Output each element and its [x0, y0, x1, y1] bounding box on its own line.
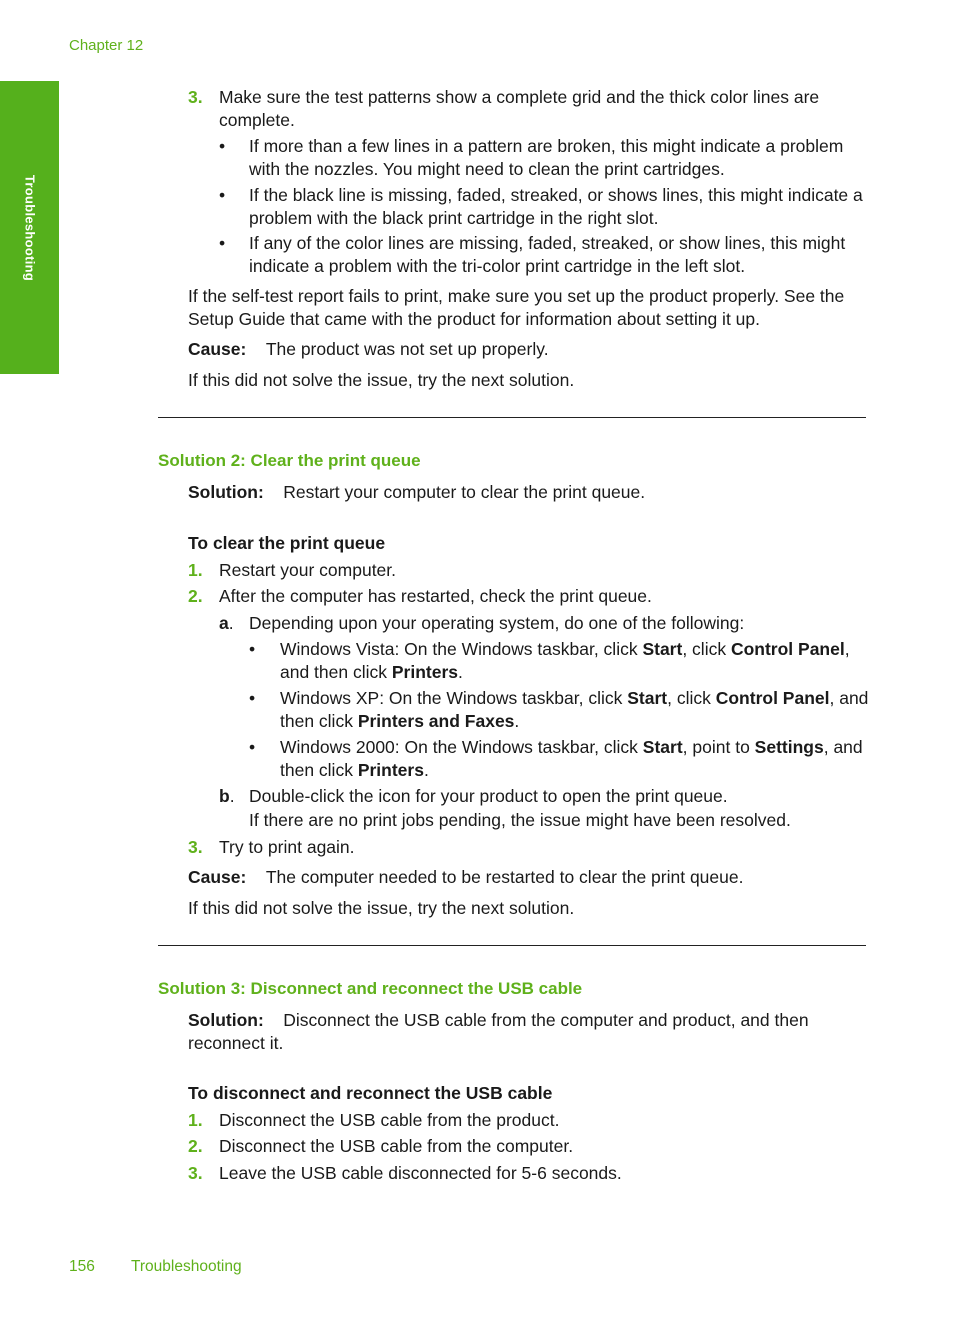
- step-text: Disconnect the USB cable from the computer.: [219, 1136, 574, 1156]
- next-solution-note: If this did not solve the issue, try the next solution.: [188, 370, 575, 390]
- step-number: 3.: [188, 1163, 203, 1183]
- step-number: 2.: [188, 586, 203, 606]
- ui-term: Start: [642, 737, 683, 757]
- procedure-title: To clear the print queue: [188, 533, 386, 553]
- cause-line: [188, 338, 868, 361]
- page-number: 156: [69, 1258, 95, 1275]
- ui-term: Printers: [357, 759, 424, 780]
- text-run: , click: [682, 639, 731, 659]
- substep-note: If there are no print jobs pending, the issue might have been resolved.: [249, 810, 791, 830]
- text-run: .: [514, 710, 520, 731]
- ui-term: Printers and Faxes: [357, 710, 515, 731]
- step-text: After the computer has restarted, check the print queue.: [219, 586, 652, 606]
- text-run: , point to: [682, 737, 755, 757]
- ui-term: Control Panel: [715, 688, 830, 708]
- text-run: Windows 2000: On the Windows taskbar, click: [280, 737, 643, 757]
- text-run: .: [423, 759, 429, 780]
- ui-term: Control Panel: [730, 639, 845, 659]
- substep-text: Depending upon your operating system, do one of the following:: [249, 613, 745, 633]
- text-run: , and then click: [280, 737, 863, 780]
- chapter-label: Chapter 12: [69, 37, 144, 54]
- ui-term: Start: [627, 688, 668, 708]
- substep-text: Double-click the icon for your product to open the print queue.: [249, 786, 728, 806]
- step-text: Leave the USB cable disconnected for 5-6 seconds.: [219, 1163, 622, 1183]
- bullet-marker: •: [249, 737, 256, 757]
- footer-section: Troubleshooting: [131, 1258, 242, 1275]
- step-text: Try to print again.: [219, 837, 355, 857]
- bullet-marker: •: [249, 639, 256, 659]
- solution-label: Solution:: [188, 1010, 264, 1030]
- next-solution-note: If this did not solve the issue, try the next solution.: [188, 898, 575, 918]
- text-run: Windows Vista: On the Windows taskbar, click: [280, 639, 643, 659]
- ui-term: Start: [642, 639, 683, 659]
- solution-line: [188, 481, 868, 504]
- solution-label: Solution:: [188, 482, 264, 502]
- cause-label: Cause:: [188, 339, 247, 359]
- bullet-marker: •: [249, 688, 256, 708]
- bullet-text: If any of the color lines are missing, faded, streaked, or show lines, this might indicate a problem with the tri-color print cartridge in the left slot.: [249, 233, 846, 276]
- section-heading: Solution 3: Disconnect and reconnect the USB cable: [158, 979, 583, 998]
- vista-instruction: [280, 638, 870, 683]
- substep-a: a.: [219, 613, 234, 633]
- solution-text: Disconnect the USB cable from the computer and product, and then reconnect it.: [188, 1010, 809, 1053]
- procedure-title: To disconnect and reconnect the USB cable: [188, 1083, 553, 1103]
- ui-term: Settings: [754, 737, 824, 757]
- text-run: , and then click: [280, 639, 850, 682]
- step-text: Disconnect the USB cable from the product.: [219, 1110, 560, 1130]
- side-tab: [0, 81, 59, 374]
- cause-label: Cause:: [188, 867, 247, 887]
- step-text: Restart your computer.: [219, 560, 397, 580]
- text-run: , and then click: [280, 688, 869, 731]
- cause-text: The product was not set up properly.: [265, 339, 549, 359]
- step-number: 2.: [188, 1136, 203, 1156]
- bullet-marker: •: [219, 185, 226, 205]
- cause-text: The computer needed to be restarted to clear the print queue.: [265, 867, 744, 887]
- section-heading: Solution 2: Clear the print queue: [158, 451, 421, 470]
- section-divider: [158, 945, 866, 946]
- side-tab-label: Troubleshooting: [22, 174, 37, 281]
- bullet-marker: •: [219, 233, 226, 253]
- step-number: 3.: [188, 837, 203, 857]
- bullet-text: If more than a few lines in a pattern are broken, this might indicate a problem with the nozzles. You might need to clean the print cartridges.: [249, 136, 844, 179]
- text-run: , click: [667, 688, 716, 708]
- w2000-instruction: [280, 736, 870, 781]
- bullet-text: If the black line is missing, faded, streaked, or shows lines, this might indicate a problem with the black print cartridge in the right slot.: [249, 185, 863, 228]
- substep-label: a: [219, 613, 229, 633]
- text-run: Windows XP: On the Windows taskbar, click: [280, 688, 628, 708]
- text-run: .: [458, 661, 463, 682]
- step-number: 1.: [188, 560, 203, 580]
- solution-line: [188, 1009, 848, 1054]
- xp-instruction: [280, 687, 870, 732]
- cause-line: [188, 866, 868, 889]
- substep-b: b.: [219, 786, 235, 806]
- solution-text: Restart your computer to clear the print queue.: [283, 482, 646, 502]
- bullet-marker: •: [219, 136, 226, 156]
- step-number: 1.: [188, 1110, 203, 1130]
- ui-term: Printers: [391, 661, 459, 682]
- step-text: Make sure the test patterns show a complete grid and the thick color lines are complete.: [219, 87, 820, 130]
- substep-label: b: [219, 786, 230, 806]
- section-divider: [158, 417, 866, 418]
- step-number: 3.: [188, 87, 203, 107]
- paragraph: If the self-test report fails to print, make sure you set up the product properly. See the Setup Guide that came with the product for information about setting it up.: [188, 286, 845, 329]
